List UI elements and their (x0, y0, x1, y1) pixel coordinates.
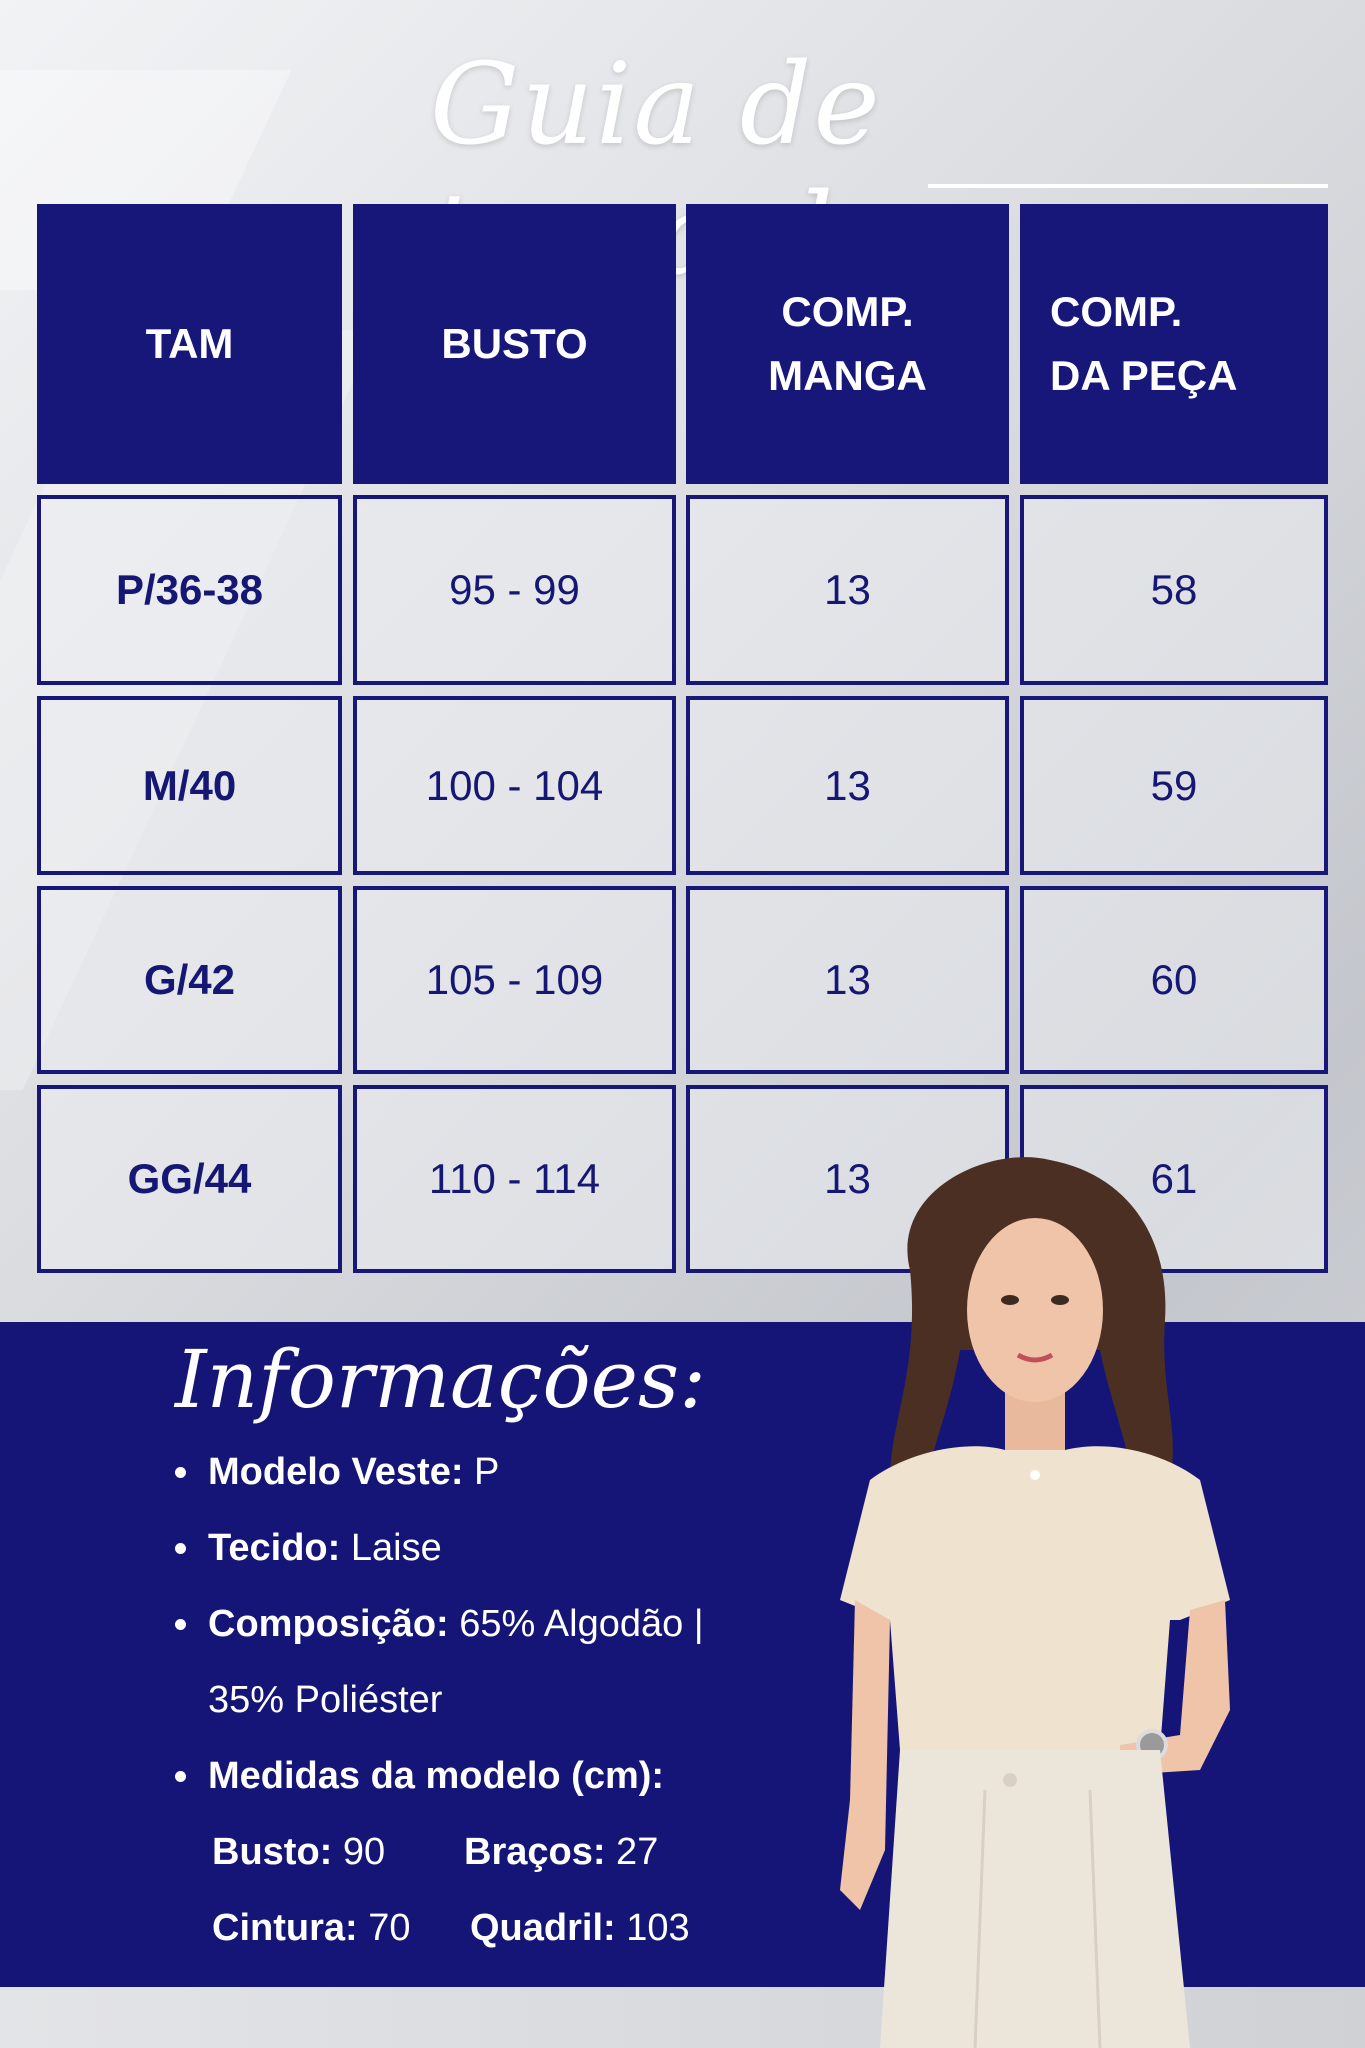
info-label: Modelo Veste: (208, 1451, 464, 1493)
info-item-tecido (175, 1527, 442, 1570)
info-value: 35% Poliéster (208, 1679, 443, 1721)
page-title: Guia de (430, 40, 882, 170)
cell-comp-manga: 13 (686, 495, 1009, 685)
arm-shape (840, 1600, 890, 1910)
cell-comp-peca: 60 (1020, 886, 1328, 1074)
model-photo (760, 1150, 1300, 2048)
measure-quadril (470, 1907, 690, 1950)
cell-comp-manga: 13 (686, 696, 1009, 875)
cell-tam: G/42 (37, 886, 342, 1074)
info-label: Composição: (208, 1603, 449, 1645)
cell-busto: 105 - 109 (353, 886, 676, 1074)
info-value: 65% Algodão | (448, 1603, 704, 1645)
bullet-icon (175, 1543, 186, 1554)
header-tam (37, 204, 342, 484)
cell-busto: 100 - 104 (353, 696, 676, 875)
bullet-icon (175, 1467, 186, 1478)
measure-label: Quadril: (470, 1907, 616, 1949)
cell-comp-peca: 61 (1020, 1085, 1328, 1273)
eye-shape (1051, 1295, 1069, 1305)
button-shape (1030, 1470, 1040, 1480)
face-shape (967, 1218, 1103, 1402)
info-value: P (463, 1451, 500, 1493)
header-busto (353, 204, 676, 484)
cell-comp-manga: 13 (686, 886, 1009, 1074)
info-item-composicao-cont (208, 1679, 442, 1722)
measure-value: 103 (615, 1907, 690, 1949)
info-label: Tecido: (208, 1527, 341, 1569)
info-item-modelo-veste (175, 1451, 499, 1494)
info-title: Informações: (175, 1333, 707, 1426)
header-comp-peca-line2: DA PEÇA (1050, 352, 1238, 399)
cell-busto: 110 - 114 (353, 1085, 676, 1273)
info-item-medidas (175, 1755, 664, 1798)
cell-comp-manga: 13 (686, 1085, 1009, 1273)
blouse-shape (840, 1446, 1230, 1750)
measure-cintura (212, 1907, 410, 1950)
header-tam-label: TAM (145, 320, 234, 367)
header-comp-peca (1020, 204, 1328, 484)
cell-comp-peca: 58 (1020, 495, 1328, 685)
measure-bracos (464, 1831, 658, 1874)
pants-shape (880, 1750, 1190, 2048)
header-comp-peca-line1: COMP. (1050, 288, 1183, 335)
header-comp-manga-line1: COMP. (781, 288, 914, 335)
eye-shape (1001, 1295, 1019, 1305)
bullet-icon (175, 1619, 186, 1630)
measure-label: Busto: (212, 1831, 333, 1873)
bullet-icon (175, 1771, 186, 1782)
cell-comp-peca: 59 (1020, 696, 1328, 875)
cell-tam: GG/44 (37, 1085, 342, 1273)
cell-tam: P/36-38 (37, 495, 342, 685)
header-comp-manga-line2: MANGA (768, 352, 927, 399)
title-underline (928, 184, 1328, 188)
info-value: Laise (340, 1527, 442, 1569)
measure-value: 90 (332, 1831, 386, 1873)
measure-label: Braços: (464, 1831, 606, 1873)
measure-busto (212, 1831, 385, 1874)
info-item-composicao (175, 1603, 704, 1646)
cell-busto: 95 - 99 (353, 495, 676, 685)
pants-button (1003, 1773, 1017, 1787)
cell-tam: M/40 (37, 696, 342, 875)
info-label: Medidas da modelo (cm): (208, 1755, 665, 1797)
header-comp-manga (686, 204, 1009, 484)
measure-value: 70 (357, 1907, 411, 1949)
measure-label: Cintura: (212, 1907, 358, 1949)
header-busto-label: BUSTO (441, 320, 588, 367)
measure-value: 27 (605, 1831, 659, 1873)
